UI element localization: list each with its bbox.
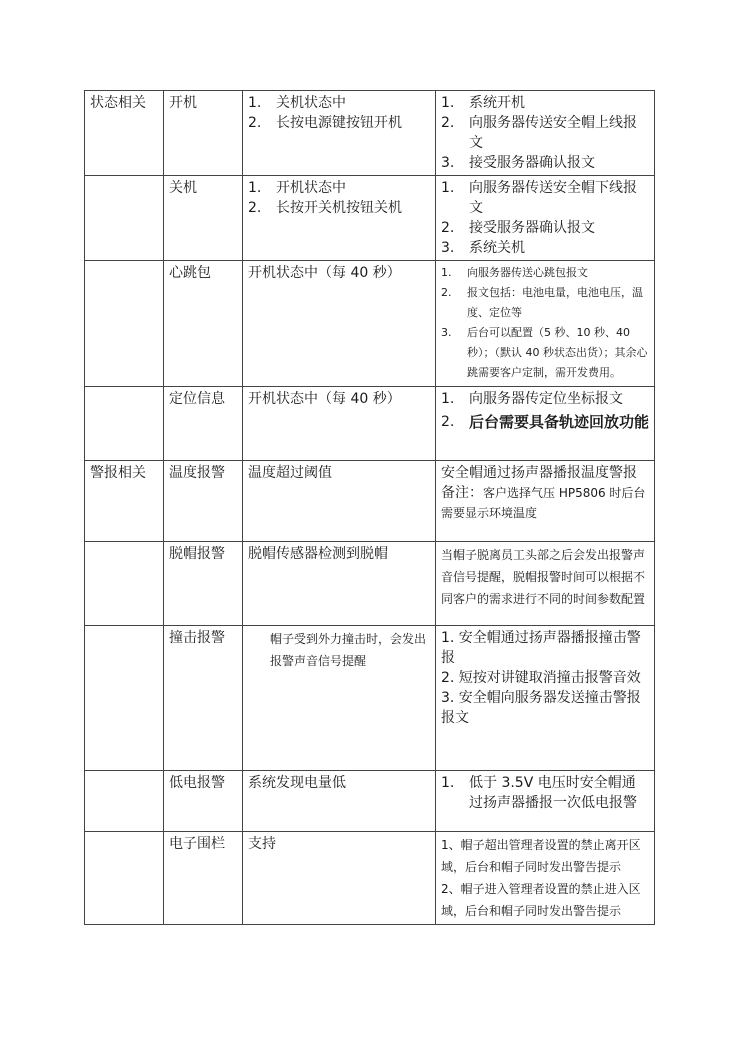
category-cell xyxy=(85,261,164,387)
category-cell xyxy=(85,542,164,626)
table-row xyxy=(85,261,655,387)
action-line: 1. 安全帽通过扬声器播报撞击警报 xyxy=(441,630,641,666)
table-row xyxy=(85,91,655,176)
list-item: 3. 接受服务器确认报文 xyxy=(441,155,595,171)
list-item: 2. 报文包括：电池电量，电池电压，温度、定位等 xyxy=(441,286,643,319)
category-cell xyxy=(85,176,164,261)
function-name-cell: 关机 xyxy=(164,176,243,261)
action-line: 2、帽子进入管理者设置的禁止进入区域，后台和帽子同时发出警告提示 xyxy=(441,882,641,918)
function-name-cell: 温度报警 xyxy=(164,461,243,542)
trigger-cell: 开机状态中（每 40 秒） xyxy=(243,387,436,461)
function-name-cell: 电子围栏 xyxy=(164,832,243,925)
action-line: 3. 安全帽向服务器发送撞击警报报文 xyxy=(441,690,641,726)
list-item: 1. 开机状态中 xyxy=(248,180,346,196)
list-item: 2. 后台需要具备轨迹回放功能 xyxy=(441,413,650,431)
list-item: 2. 向服务器传送安全帽上线报文 xyxy=(441,115,637,151)
action-list xyxy=(441,93,649,173)
list-item: 3. 后台可以配置（5 秒、10 秒、40 秒）；（默认 40 秒状态出货）；其余心跳需要客户定制，需开发费用。 xyxy=(441,326,648,379)
action-list xyxy=(441,389,649,435)
category-cell xyxy=(85,626,164,771)
table-row xyxy=(85,387,655,461)
trigger-cell: 开机状态中（每 40 秒） xyxy=(243,261,436,387)
trigger-list xyxy=(248,93,430,133)
action-cell xyxy=(436,261,655,387)
list-item: 1. 低于 3.5V 电压时安全帽通过扬声器播报一次低电报警 xyxy=(441,775,637,811)
table-row xyxy=(85,542,655,626)
note-text: 备注：客户选择气压 HP5806 时后台需要显示环境温度 xyxy=(441,485,646,520)
list-item: 3. 系统关机 xyxy=(441,240,525,256)
list-item: 1. 向服务器传送心跳包报文 xyxy=(441,266,588,279)
action-cell xyxy=(436,91,655,176)
list-item: 2. 长按电源键按钮开机 xyxy=(248,115,402,131)
function-name-cell: 脱帽报警 xyxy=(164,542,243,626)
list-item: 1. 向服务器传定位坐标报文 xyxy=(441,391,623,407)
function-name-cell: 低电报警 xyxy=(164,771,243,832)
table-row xyxy=(85,771,655,832)
category-cell: 警报相关 xyxy=(85,461,164,542)
trigger-text: 帽子受到外力撞击时，会发出报警声音信号提醒 xyxy=(270,632,427,668)
category-cell: 状态相关 xyxy=(85,91,164,176)
action-cell xyxy=(436,387,655,461)
function-name-cell: 心跳包 xyxy=(164,261,243,387)
action-cell: 当帽子脱离员工头部之后会发出报警声音信号提醒，脱帽报警时间可以根据不同客户的需求进行不同的时间参数配置 xyxy=(436,542,655,626)
action-list xyxy=(441,773,649,813)
action-line: 2. 短按对讲键取消撞击报警音效 xyxy=(441,670,641,686)
category-cell xyxy=(85,771,164,832)
trigger-cell xyxy=(243,626,436,771)
action-list xyxy=(441,263,649,383)
trigger-cell: 温度超过阈值 xyxy=(243,461,436,542)
action-line: 1、帽子超出管理者设置的禁止离开区域，后台和帽子同时发出警告提示 xyxy=(441,838,641,874)
list-item: 1. 向服务器传送安全帽下线报文 xyxy=(441,180,637,216)
action-cell xyxy=(436,771,655,832)
trigger-list xyxy=(248,178,430,218)
table-row xyxy=(85,626,655,771)
function-name-cell: 定位信息 xyxy=(164,387,243,461)
list-item: 2. 长按开关机按钮关机 xyxy=(248,200,402,216)
action-cell xyxy=(436,461,655,542)
function-name-cell: 撞击报警 xyxy=(164,626,243,771)
table-row xyxy=(85,461,655,542)
action-text: 安全帽通过扬声器播报温度警报 xyxy=(441,465,637,481)
list-item: 1. 系统开机 xyxy=(441,95,525,111)
category-cell xyxy=(85,832,164,925)
trigger-cell: 支持 xyxy=(243,832,436,925)
action-cell xyxy=(436,832,655,925)
table-row xyxy=(85,176,655,261)
list-item: 1. 关机状态中 xyxy=(248,95,346,111)
trigger-cell: 脱帽传感器检测到脱帽 xyxy=(243,542,436,626)
action-cell xyxy=(436,626,655,771)
action-cell xyxy=(436,176,655,261)
function-name-cell: 开机 xyxy=(164,91,243,176)
trigger-cell xyxy=(243,176,436,261)
trigger-cell xyxy=(243,91,436,176)
trigger-cell: 系统发现电量低 xyxy=(243,771,436,832)
category-cell xyxy=(85,387,164,461)
action-list xyxy=(441,178,649,258)
list-item: 2. 接受服务器确认报文 xyxy=(441,220,595,236)
spec-table xyxy=(84,90,655,925)
table-row xyxy=(85,832,655,925)
